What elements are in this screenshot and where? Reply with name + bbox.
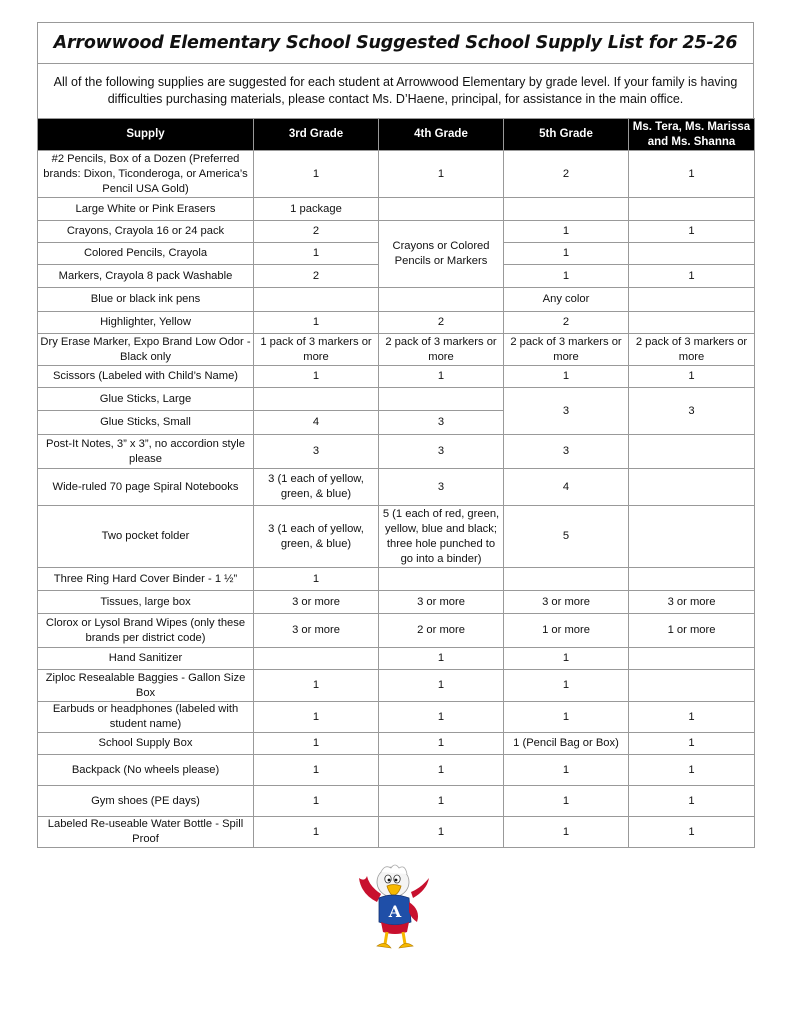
specials-cell — [629, 435, 755, 469]
supply-cell: Glue Sticks, Large — [38, 388, 254, 411]
grade5-cell: 1 — [504, 755, 629, 786]
grade3-cell: 3 (1 each of yellow, green, & blue) — [254, 506, 379, 568]
supply-cell: Blue or black ink pens — [38, 288, 254, 312]
grade3-cell: 1 — [254, 733, 379, 755]
table-row — [38, 366, 755, 388]
grade3-cell: 3 or more — [254, 591, 379, 614]
grade3-cell: 1 — [254, 786, 379, 817]
specials-cell — [629, 288, 755, 312]
grade5-cell — [504, 198, 629, 221]
specials-cell — [629, 648, 755, 670]
table-row — [38, 817, 755, 848]
specials-cell — [629, 198, 755, 221]
supply-cell: Ziploc Resealable Baggies - Gallon Size Box — [38, 670, 254, 702]
table-row — [38, 221, 755, 243]
table-row — [38, 388, 755, 411]
grade5-cell: 1 (Pencil Bag or Box) — [504, 733, 629, 755]
grade3-cell — [254, 648, 379, 670]
supply-cell: Colored Pencils, Crayola — [38, 243, 254, 265]
grade3-cell: 1 — [254, 151, 379, 198]
grade4-cell — [379, 288, 504, 312]
supply-cell: Scissors (Labeled with Child’s Name) — [38, 366, 254, 388]
grade5-cell: 1 — [504, 786, 629, 817]
supply-cell: School Supply Box — [38, 733, 254, 755]
grade3-cell: 1 — [254, 243, 379, 265]
specials-cell: 3 — [629, 388, 755, 435]
grade3-cell: 2 — [254, 265, 379, 288]
table-row — [38, 435, 755, 469]
grade4-cell: 1 — [379, 786, 504, 817]
specials-cell: 2 pack of 3 markers or more — [629, 334, 755, 366]
grade4-cell: 2 — [379, 312, 504, 334]
grade5-cell — [504, 568, 629, 591]
specials-cell: 3 or more — [629, 591, 755, 614]
grade3-cell: 3 — [254, 435, 379, 469]
grade3-cell: 1 package — [254, 198, 379, 221]
grade5-cell: 4 — [504, 469, 629, 506]
supply-cell: Crayons, Crayola 16 or 24 pack — [38, 221, 254, 243]
grade4-cell: 3 — [379, 469, 504, 506]
grade3-cell: 1 — [254, 817, 379, 848]
grade3-cell: 1 — [254, 312, 379, 334]
specials-cell: 1 — [629, 151, 755, 198]
supply-cell: #2 Pencils, Box of a Dozen (Preferred brands: Dixon, Ticonderoga, or America’s Pencil USA Gold) — [38, 151, 254, 198]
specials-cell: 1 — [629, 366, 755, 388]
grade4-cell: 3 — [379, 411, 504, 435]
specials-cell: 1 — [629, 221, 755, 243]
grade3-cell: 1 — [254, 755, 379, 786]
page-title: Arrowwood Elementary School Suggested School Supply List for 25-26 — [38, 23, 753, 64]
supply-cell: Large White or Pink Erasers — [38, 198, 254, 221]
grade5-cell: 1 — [504, 265, 629, 288]
supply-cell: Highlighter, Yellow — [38, 312, 254, 334]
grade4-cell: 2 or more — [379, 614, 504, 648]
header-supply: Supply — [38, 119, 254, 151]
supply-cell: Dry Erase Marker, Expo Brand Low Odor - Black only — [38, 334, 254, 366]
grade4-cell: 1 — [379, 648, 504, 670]
grade5-cell: 1 — [504, 817, 629, 848]
grade5-cell: 1 — [504, 670, 629, 702]
grade5-cell: 3 — [504, 435, 629, 469]
supply-cell: Labeled Re-useable Water Bottle - Spill Proof — [38, 817, 254, 848]
grade5-cell: 2 — [504, 151, 629, 198]
table-row — [38, 648, 755, 670]
supply-cell: Tissues, large box — [38, 591, 254, 614]
grade4-cell: 1 — [379, 670, 504, 702]
grade3-cell: 1 — [254, 568, 379, 591]
grade3-cell: 1 — [254, 670, 379, 702]
table-header-row — [38, 119, 755, 151]
grade3-cell: 3 (1 each of yellow, green, & blue) — [254, 469, 379, 506]
specials-cell — [629, 312, 755, 334]
grade4-cell: 3 — [379, 435, 504, 469]
grade4-cell: 1 — [379, 733, 504, 755]
grade3-cell: 1 pack of 3 markers or more — [254, 334, 379, 366]
grade3-cell: 1 — [254, 702, 379, 733]
grade4-cell: 1 — [379, 151, 504, 198]
supply-cell: Wide-ruled 70 page Spiral Notebooks — [38, 469, 254, 506]
table-row — [38, 334, 755, 366]
header-4th-grade: 4th Grade — [379, 119, 504, 151]
grade3-cell: 3 or more — [254, 614, 379, 648]
specials-cell — [629, 506, 755, 568]
specials-cell: 1 or more — [629, 614, 755, 648]
specials-cell: 1 — [629, 702, 755, 733]
grade4-cell: 1 — [379, 702, 504, 733]
supply-cell: Post-It Notes, 3” x 3”, no accordion style please — [38, 435, 254, 469]
grade5-cell: 5 — [504, 506, 629, 568]
supply-cell-text: Clorox or Lysol Brand Wipes (only these brands per district code) — [45, 616, 246, 644]
grade4-cell: 1 — [379, 366, 504, 388]
grade5-cell: 3 — [504, 388, 629, 435]
specials-cell: 1 — [629, 755, 755, 786]
grade3-cell — [254, 288, 379, 312]
grade4-cell: 1 — [379, 755, 504, 786]
specials-cell — [629, 670, 755, 702]
supply-cell — [38, 614, 254, 648]
grade4-cell — [379, 198, 504, 221]
grade5-cell: 1 — [504, 243, 629, 265]
supply-list-document — [37, 22, 754, 848]
table-row — [38, 591, 755, 614]
grade4-cell: Crayons or Colored Pencils or Markers — [379, 221, 504, 288]
grade4-cell: 3 or more — [379, 591, 504, 614]
eagle-mascot-icon — [355, 860, 435, 956]
table-row — [38, 702, 755, 733]
grade5-cell: 1 — [504, 702, 629, 733]
grade3-cell: 1 — [254, 366, 379, 388]
grade5-cell: 1 or more — [504, 614, 629, 648]
grade4-cell: 2 pack of 3 markers or more — [379, 334, 504, 366]
grade3-cell: 2 — [254, 221, 379, 243]
grade3-cell: 4 — [254, 411, 379, 435]
grade4-cell — [379, 388, 504, 411]
grade4-cell: 5 (1 each of red, green, yellow, blue and black; three hole punched to go into a binder) — [379, 506, 504, 568]
mascot-letter: A — [388, 902, 402, 921]
supply-cell: Hand Sanitizer — [38, 648, 254, 670]
grade5-cell: 2 pack of 3 markers or more — [504, 334, 629, 366]
supply-cell: Two pocket folder — [38, 506, 254, 568]
table-row — [38, 288, 755, 312]
supply-cell: Glue Sticks, Small — [38, 411, 254, 435]
header-5th-grade: 5th Grade — [504, 119, 629, 151]
table-row — [38, 469, 755, 506]
table-row — [38, 670, 755, 702]
specials-cell — [629, 568, 755, 591]
grade5-cell: 1 — [504, 221, 629, 243]
table-row — [38, 733, 755, 755]
table-row — [38, 151, 755, 198]
supply-cell: Earbuds or headphones (labeled with student name) — [38, 702, 254, 733]
table-row — [38, 755, 755, 786]
grade4-cell — [379, 568, 504, 591]
document-frame — [37, 22, 754, 118]
table-row — [38, 198, 755, 221]
grade5-cell: 1 — [504, 648, 629, 670]
table-row — [38, 786, 755, 817]
grade3-cell — [254, 388, 379, 411]
table-row — [38, 312, 755, 334]
specials-cell: 1 — [629, 786, 755, 817]
table-row — [38, 614, 755, 648]
specials-cell: 1 — [629, 733, 755, 755]
specials-cell: 1 — [629, 817, 755, 848]
table-row — [38, 568, 755, 591]
grade5-cell: 3 or more — [504, 591, 629, 614]
supply-cell: Backpack (No wheels please) — [38, 755, 254, 786]
grade5-cell: Any color — [504, 288, 629, 312]
header-3rd-grade: 3rd Grade — [254, 119, 379, 151]
grade5-cell: 2 — [504, 312, 629, 334]
specials-cell: 1 — [629, 265, 755, 288]
grade4-cell: 1 — [379, 817, 504, 848]
supply-cell: Three Ring Hard Cover Binder - 1 ½” — [38, 568, 254, 591]
supply-table — [37, 118, 755, 848]
table-row — [38, 506, 755, 568]
specials-cell — [629, 243, 755, 265]
specials-cell — [629, 469, 755, 506]
intro-paragraph: All of the following supplies are suggested for each student at Arrowwood Elementary by grade level. If your family is having difficulties purchasing materials, please contact Ms. D’Haene, principal, for assistance in the main office. — [53, 75, 738, 106]
grade5-cell: 1 — [504, 366, 629, 388]
supply-cell: Gym shoes (PE days) — [38, 786, 254, 817]
supply-cell: Markers, Crayola 8 pack Washable — [38, 265, 254, 288]
header-specials: Ms. Tera, Ms. Marissa and Ms. Shanna — [629, 119, 755, 151]
